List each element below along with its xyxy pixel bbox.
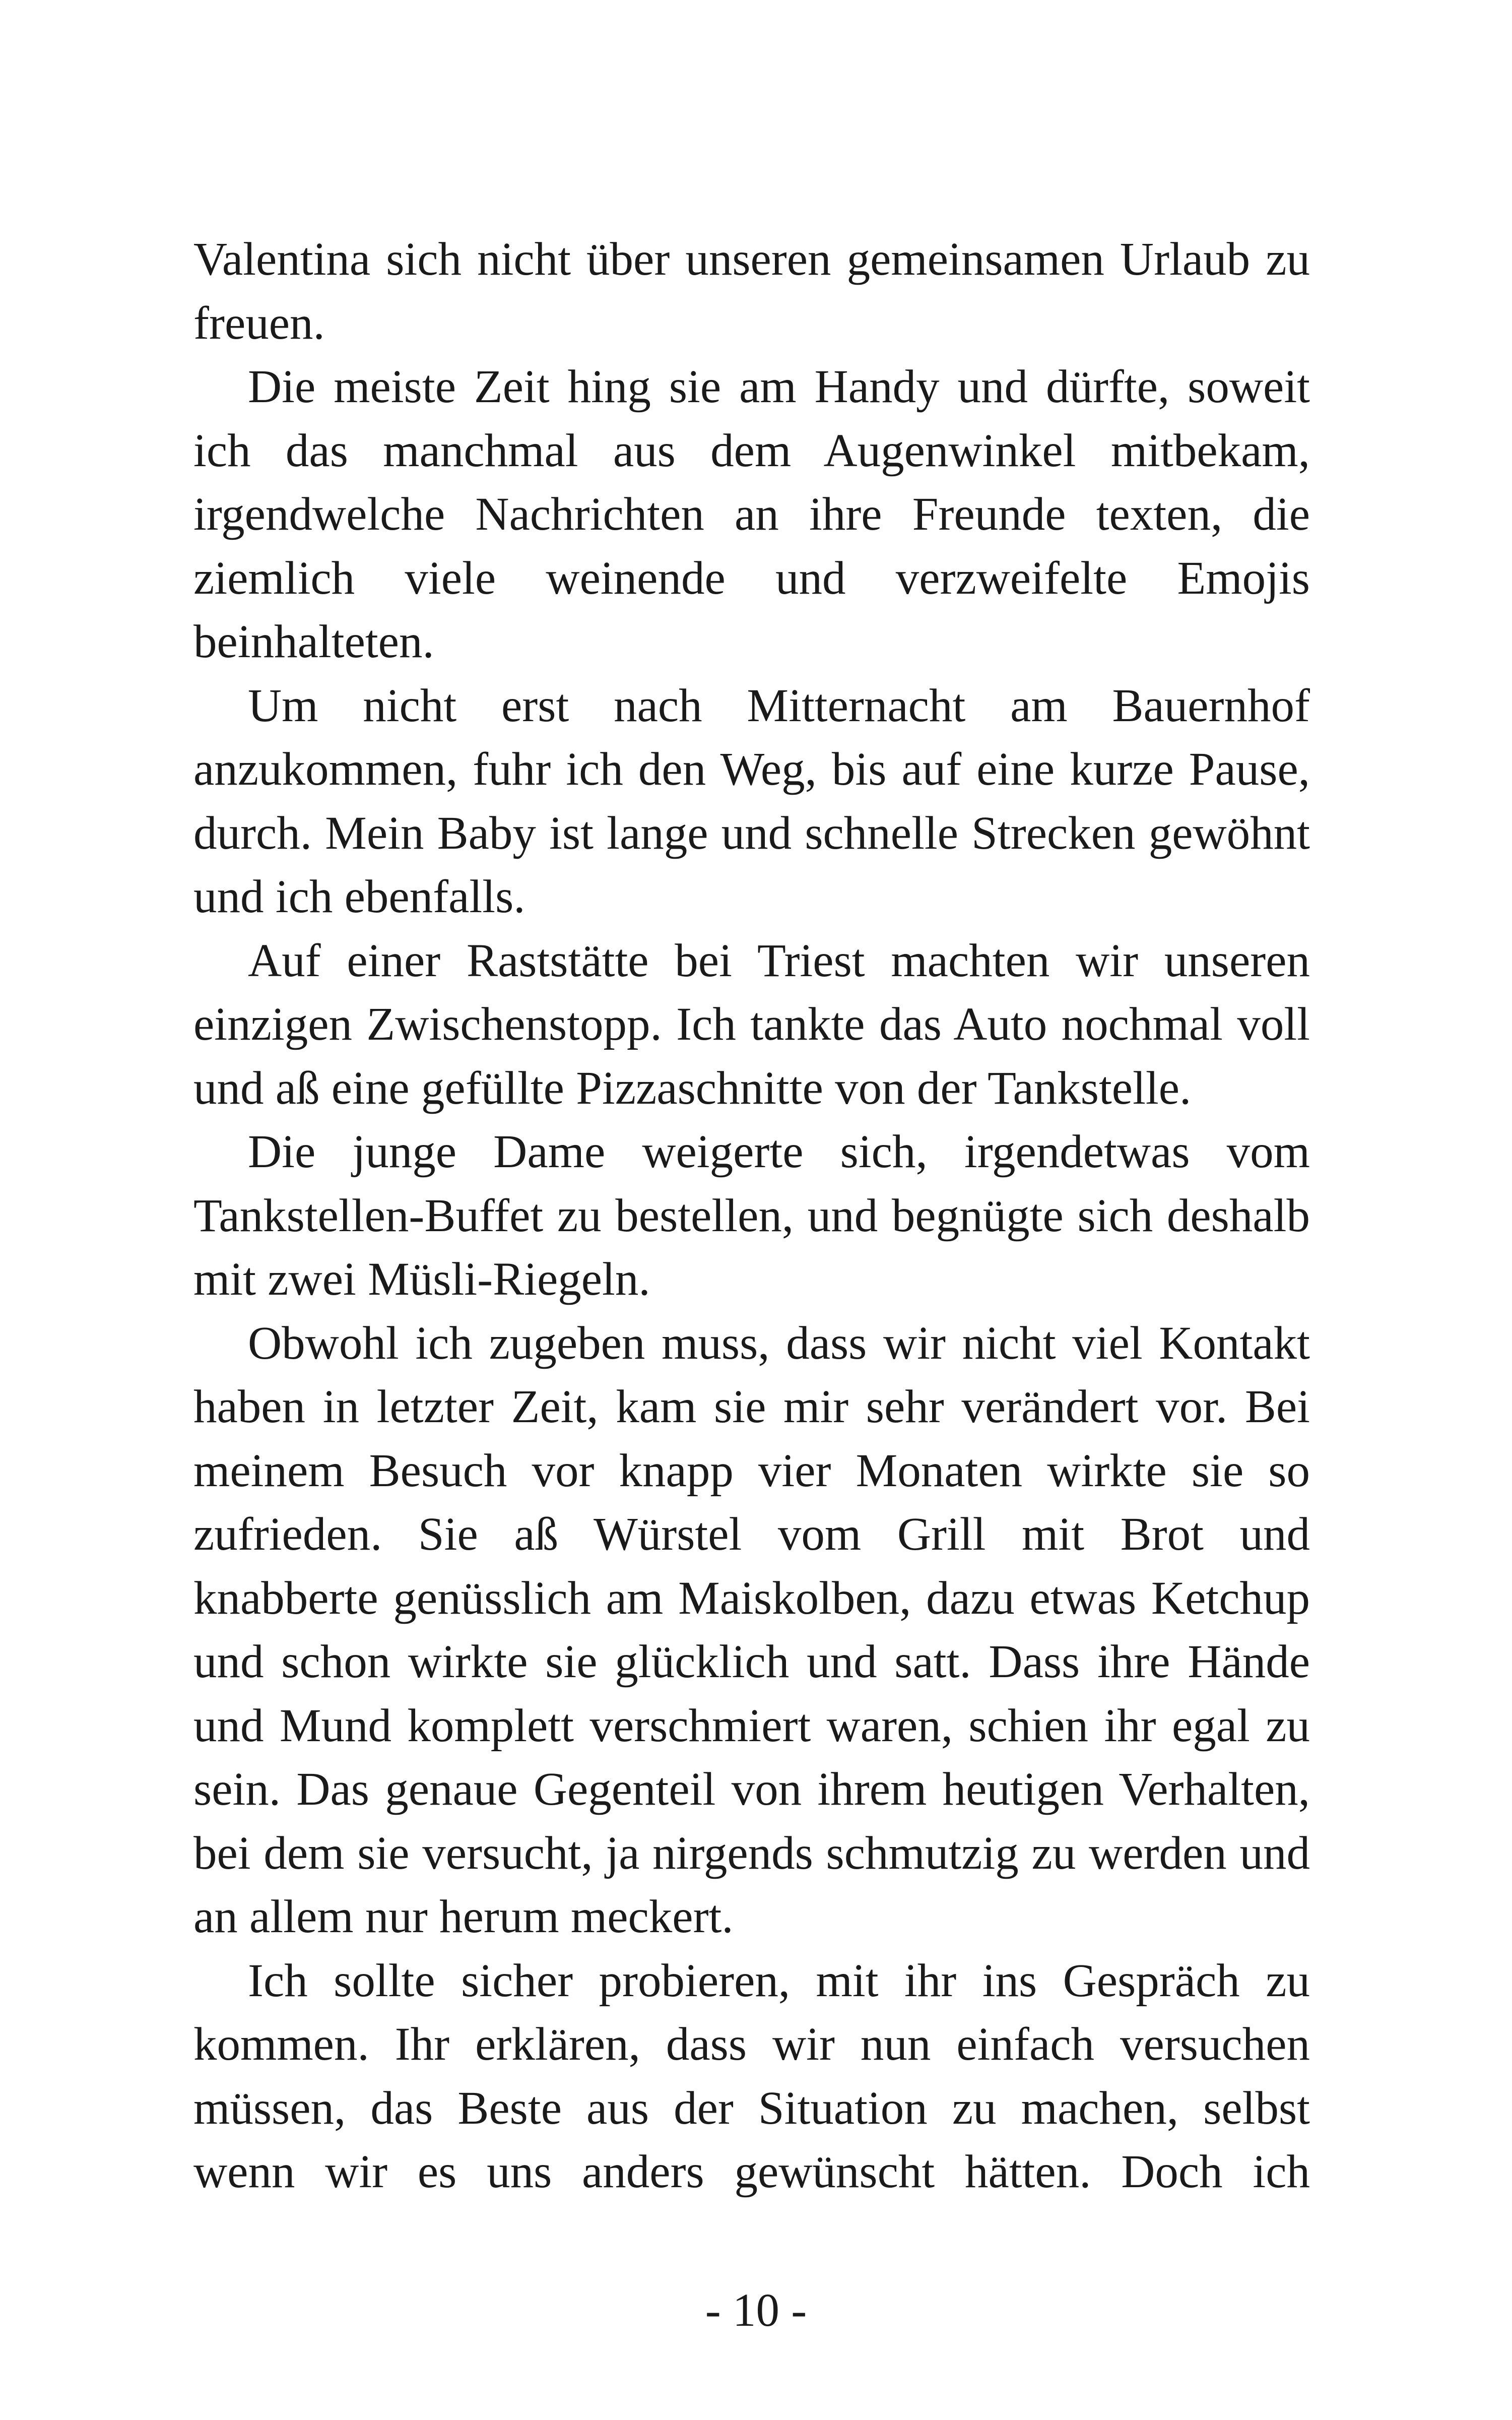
paragraph-3: Um nicht erst nach Mitternacht am Bauernhof anzukommen, fuhr ich den Weg, bis auf eine kurze Pause, durch. Mein Baby ist lange und schnelle Strecken gewöhnt und ich ebenfalls. — [193, 679, 1310, 923]
body-text — [193, 228, 1310, 2204]
paragraph-2: Die meiste Zeit hing sie am Handy und dürfte, soweit ich das manchmal aus dem Augenwinkel mitbekam, irgendwelche Nachrichten an ihre Freunde texten, die ziemlich viele weinende und verzweifelte Emojis beinhalteten. — [193, 361, 1310, 668]
paragraph-1: Valentina sich nicht über unseren gemeinsamen Urlaub zu freuen. — [193, 233, 1310, 349]
paragraph-5: Die junge Dame weigerte sich, irgendetwas vom Tankstellen-Buffet zu bestellen, und begnügte sich deshalb mit zwei Müsli-Riegeln. — [193, 1126, 1310, 1305]
paragraph-6: Obwohl ich zugeben muss, dass wir nicht viel Kontakt haben in letzter Zeit, kam sie mir sehr verändert vor. Bei meinem Besuch vor knapp vier Monaten wirkte sie so zufrieden. Sie aß Würstel vom Grill mit Brot und knabberte genüsslich am Maiskolben, dazu etwas Ketchup und schon wirkte sie glücklich und satt. Dass ihre Hände und Mund komplett verschmiert waren, schien ihr egal zu sein. Das genaue Gegenteil von ihrem heutigen Verhalten, bei dem sie versucht, ja nirgends schmutzig zu werden und an allem nur herum meckert. — [193, 1317, 1310, 1943]
page-number: - 10 - — [705, 2284, 807, 2336]
paragraph-4: Auf einer Raststätte bei Triest machten wir unseren einzigen Zwischenstopp. Ich tankte das Auto nochmal voll und aß eine gefüllte Pizzaschnitte von der Tankstelle. — [193, 934, 1310, 1114]
paragraph-7: Ich sollte sicher probieren, mit ihr ins Gespräch zu kommen. Ihr erklären, dass wir nun einfach versuchen müssen, das Beste aus der Situation zu machen, selbst wenn wir es uns anders gewünscht hätten. Doch ich — [193, 1954, 1310, 2198]
